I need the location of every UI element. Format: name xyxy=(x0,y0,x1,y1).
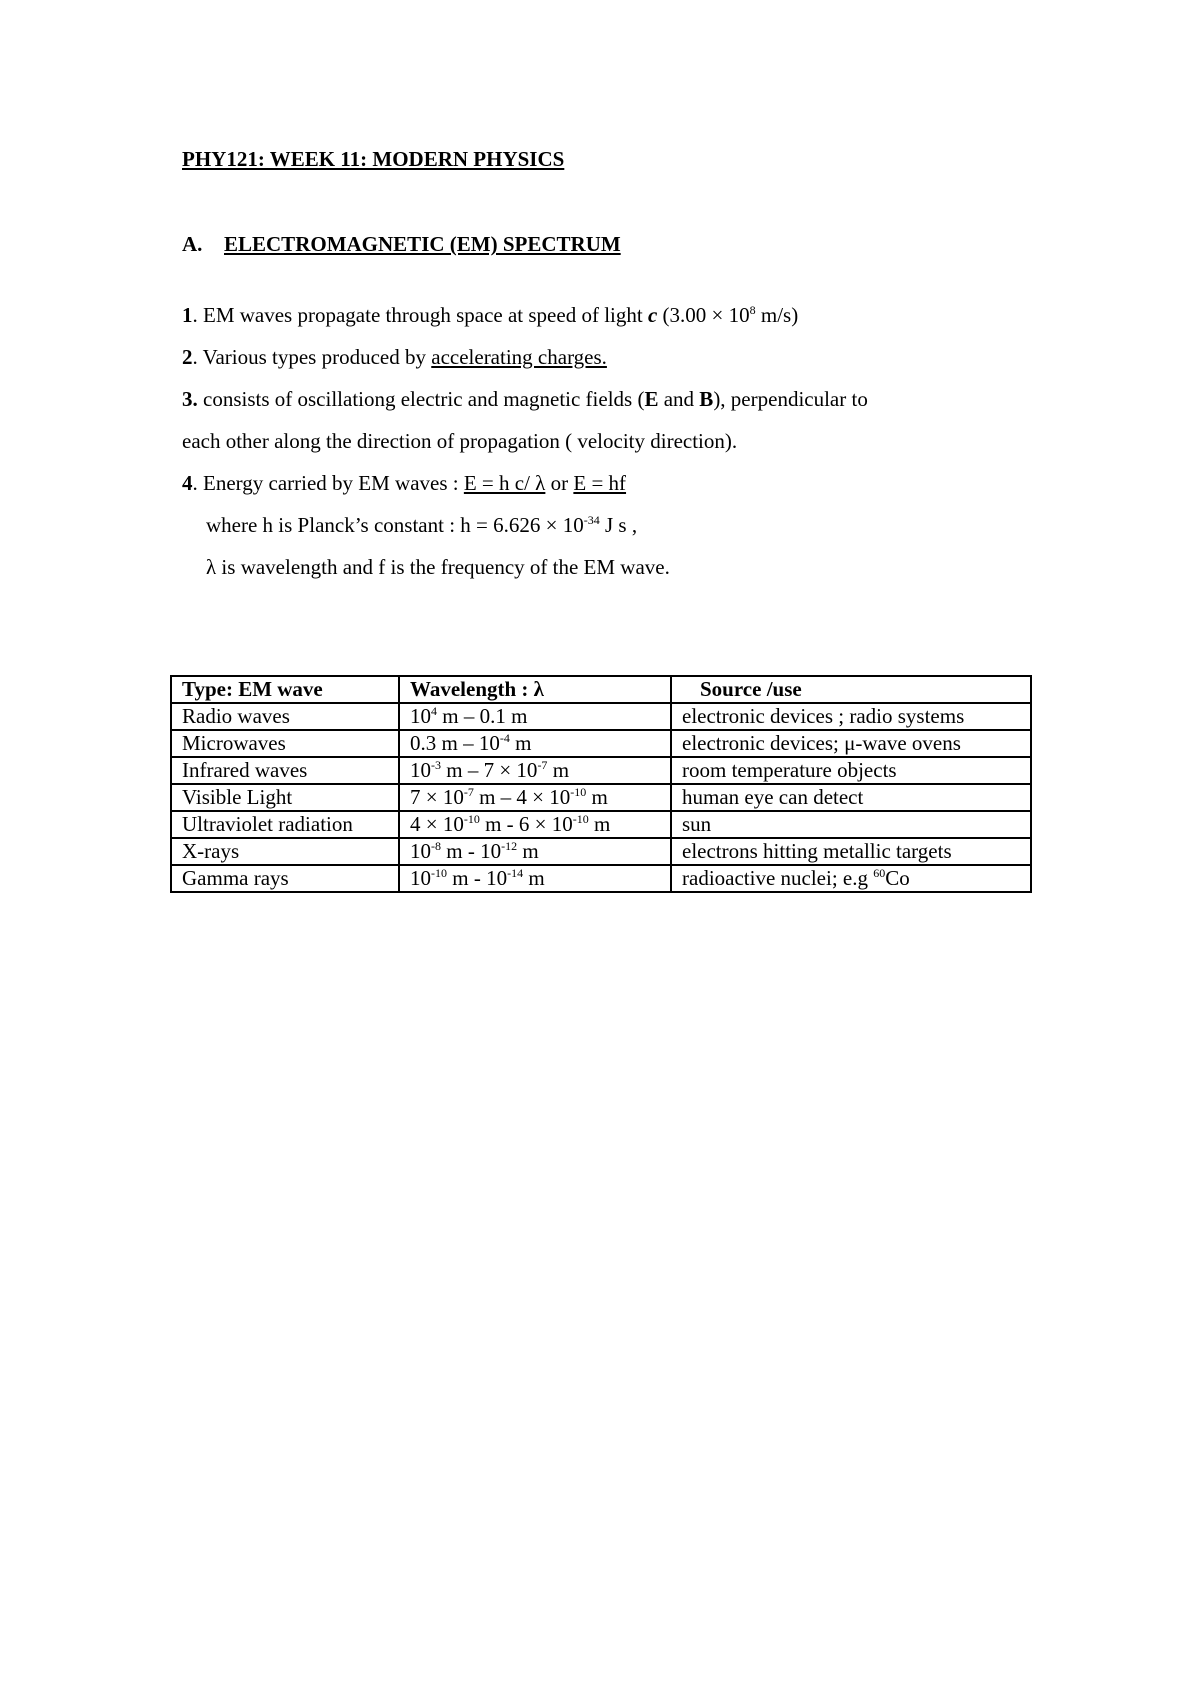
cell-wavelength xyxy=(399,811,671,838)
accelerating-charges-text: accelerating charges. xyxy=(431,345,607,369)
point-3-text-b: ), perpendicular to xyxy=(713,387,868,411)
electric-field-symbol: E xyxy=(644,387,659,411)
point-1 xyxy=(182,303,798,328)
table-row xyxy=(171,865,1031,892)
header-wavelength: Wavelength : λ xyxy=(399,676,671,703)
source-source-a: electronic devices; μ-wave ovens xyxy=(682,731,961,755)
table-header-row xyxy=(171,676,1031,703)
point-3 xyxy=(182,387,868,412)
section-letter: A. xyxy=(182,232,203,256)
wavelength-wl-b-exp: -14 xyxy=(507,866,524,880)
table-row xyxy=(171,811,1031,838)
point-1-text: . EM waves propagate through space at speed of light xyxy=(192,303,648,327)
source-source-b: Co xyxy=(885,866,910,890)
wavelength-wl-b: m – 4 × 10 xyxy=(473,785,571,809)
cell-type: Radio waves xyxy=(171,703,399,730)
table-row xyxy=(171,703,1031,730)
cell-wavelength xyxy=(399,703,671,730)
wavelength-wl-b: m - 6 × 10 xyxy=(479,812,573,836)
cell-wavelength xyxy=(399,730,671,757)
point-3-number: 3. xyxy=(182,387,198,411)
lambda-definition: λ is wavelength and f is the frequency of the EM wave. xyxy=(206,555,670,579)
source-source-a: sun xyxy=(682,812,712,836)
planck-text: where h is Planck’s constant : h = 6.626 × 10 xyxy=(206,513,584,537)
energy-formula-frequency: E = hf xyxy=(573,471,627,495)
cell-source xyxy=(671,865,1031,892)
cell-wavelength xyxy=(399,784,671,811)
point-1-number: 1 xyxy=(182,303,193,327)
cell-type: Microwaves xyxy=(171,730,399,757)
source-source-exp: 60 xyxy=(873,866,886,880)
header-source: Source /use xyxy=(671,676,1031,703)
wavelength-wl-b: m xyxy=(509,731,532,755)
point-2-number: 2 xyxy=(182,345,193,369)
point-3-and: and xyxy=(658,387,700,411)
speed-of-light-unit: m/s) xyxy=(755,303,799,327)
wavelength-wl-a: 10 xyxy=(410,839,431,863)
wavelength-wl-b: m – 7 × 10 xyxy=(441,758,538,782)
point-3-continuation: each other along the direction of propagation ( velocity direction). xyxy=(182,429,738,453)
wavelength-wl-a-exp: 4 xyxy=(431,704,437,718)
section-title: ELECTROMAGNETIC (EM) SPECTRUM xyxy=(224,232,621,256)
cell-source xyxy=(671,757,1031,784)
magnetic-field-symbol: B xyxy=(699,387,714,411)
planck-unit: J s , xyxy=(599,513,638,537)
wavelength-wl-a: 4 × 10 xyxy=(410,812,464,836)
wavelength-wl-c: m xyxy=(517,839,539,863)
point-3-text-a: consists of oscillationg electric and magnetic fields ( xyxy=(197,387,645,411)
cell-wavelength xyxy=(399,757,671,784)
cell-type: Gamma rays xyxy=(171,865,399,892)
point-4-number: 4 xyxy=(182,471,193,495)
cell-type: X-rays xyxy=(171,838,399,865)
table-row xyxy=(171,757,1031,784)
wavelength-wl-c: m xyxy=(547,758,570,782)
cell-source xyxy=(671,703,1031,730)
header-type: Type: EM wave xyxy=(171,676,399,703)
cell-wavelength xyxy=(399,865,671,892)
point-4-or: or xyxy=(545,471,574,495)
wavelength-wl-a-exp: -3 xyxy=(431,758,441,772)
page-title: PHY121: WEEK 11: MODERN PHYSICS xyxy=(182,147,565,171)
wavelength-wl-b: m – 0.1 m xyxy=(437,704,528,728)
source-source-a: human eye can detect xyxy=(682,785,864,809)
table-row xyxy=(171,838,1031,865)
speed-of-light-exponent: 8 xyxy=(749,303,756,317)
wavelength-wl-c: m xyxy=(586,785,608,809)
energy-formula-wavelength: E = h c/ λ xyxy=(463,471,546,495)
wavelength-wl-c: m xyxy=(588,812,611,836)
wavelength-wl-b: m - 10 xyxy=(447,866,508,890)
wavelength-wl-b-exp: -7 xyxy=(537,758,548,772)
planck-exponent: -34 xyxy=(583,513,600,527)
cell-source xyxy=(671,838,1031,865)
cell-type: Ultraviolet radiation xyxy=(171,811,399,838)
speed-of-light-value: (3.00 × 10 xyxy=(657,303,750,327)
wavelength-wl-a-exp: -10 xyxy=(431,866,447,880)
planck-constant-line xyxy=(206,513,637,538)
cell-source xyxy=(671,730,1031,757)
source-source-a: electronic devices ; radio systems xyxy=(682,704,965,728)
source-source-a: electrons hitting metallic targets xyxy=(682,839,952,863)
section-heading xyxy=(182,232,621,257)
wavelength-wl-a: 7 × 10 xyxy=(410,785,464,809)
cell-type: Infrared waves xyxy=(171,757,399,784)
cell-source xyxy=(671,784,1031,811)
wavelength-wl-b-exp: -10 xyxy=(572,812,589,826)
cell-type: Visible Light xyxy=(171,784,399,811)
wavelength-wl-a: 10 xyxy=(410,758,431,782)
point-2-text: . Various types produced by xyxy=(192,345,432,369)
wavelength-wl-a-exp: -10 xyxy=(463,812,480,826)
point-4-text: . Energy carried by EM waves : xyxy=(192,471,464,495)
cell-source xyxy=(671,811,1031,838)
wavelength-wl-b: m - 10 xyxy=(441,839,502,863)
point-4 xyxy=(182,471,626,496)
cell-wavelength xyxy=(399,838,671,865)
wavelength-wl-a-exp: -4 xyxy=(499,731,510,745)
wavelength-wl-a-exp: -7 xyxy=(463,785,474,799)
speed-of-light-symbol: c xyxy=(647,303,658,327)
em-spectrum-table xyxy=(170,675,1032,893)
wavelength-wl-a: 10 xyxy=(410,704,431,728)
wavelength-wl-a: 10 xyxy=(410,866,431,890)
wavelength-wl-b-exp: -12 xyxy=(501,839,518,853)
table-body xyxy=(171,703,1031,892)
table-row xyxy=(171,730,1031,757)
table-row xyxy=(171,784,1031,811)
wavelength-wl-c: m xyxy=(523,866,545,890)
source-source-a: room temperature objects xyxy=(682,758,897,782)
wavelength-wl-a-exp: -8 xyxy=(431,839,441,853)
wavelength-wl-a: 0.3 m – 10 xyxy=(410,731,500,755)
wavelength-wl-b-exp: -10 xyxy=(570,785,587,799)
point-2 xyxy=(182,345,607,370)
source-source-a: radioactive nuclei; e.g xyxy=(682,866,874,890)
